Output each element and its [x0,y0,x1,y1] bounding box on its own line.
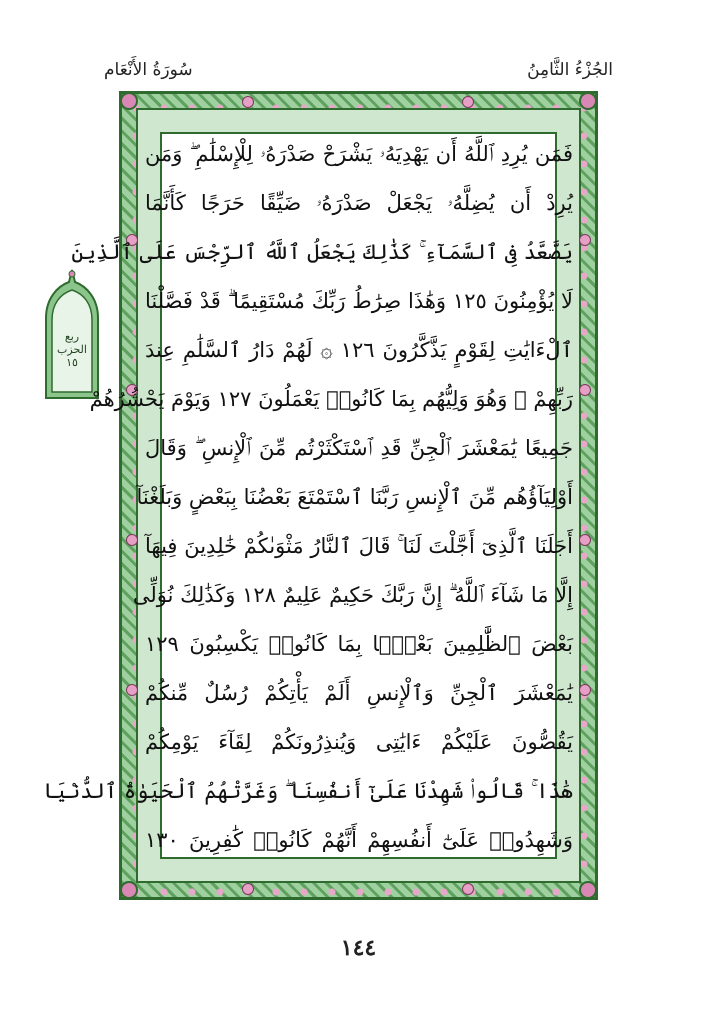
surah-name-header: سُورَةُ الأَنْعَام [104,60,193,80]
text-line: جَمِيعًا يَٰمَعْشَرَ ٱلْجِنِّ قَدِ ٱسْتَكْثَرْتُم مِّنَ ٱلْإِنسِ ۖ وَقَالَ [145,436,573,460]
flower-icon [242,96,254,108]
corner-flower-icon [579,92,597,110]
flower-icon [579,534,591,546]
text-line: أَجَلَنَا ٱلَّذِىٓ أَجَّلْتَ لَنَا ۚ قَالَ ٱلنَّارُ مَثْوَىٰكُمْ خَٰلِدِينَ فِيهَآ [145,534,573,558]
text-line: إِلَّا مَا شَآءَ ٱللَّهُ ۗ إِنَّ رَبَّكَ حَكِيمٌ عَلِيمٌ ١٢٨ وَكَذَٰلِكَ نُوَلِّى [132,583,573,607]
text-line: أَوْلِيَآؤُهُم مِّنَ ٱلْإِنسِ رَبَّنَا ٱسْتَمْتَعَ بَعْضُنَا بِبَعْضٍ وَبَلَغْنَآ [136,485,573,509]
text-line: رَبِّهِمْ ۖ وَهُوَ وَلِيُّهُم بِمَا كَانُوا۟ يَعْمَلُونَ ١٢٧ وَيَوْمَ يَحْشُرُهُمْ [89,387,573,411]
flower-icon [126,684,138,696]
flower-icon [579,384,591,396]
flower-icon [579,234,591,246]
text-line: لَا يُؤْمِنُونَ ١٢٥ وَهَٰذَا صِرَٰطُ رَبِّكَ مُسْتَقِيمًا ۗ قَدْ فَصَّلْنَا [145,289,573,313]
text-line: وَشَهِدُوا۟ عَلَىٰٓ أَنفُسِهِمْ أَنَّهُمْ كَانُوا۟ كَٰفِرِينَ ١٣٠ [145,828,573,852]
text-line: ٱلْءَايَٰتِ لِقَوْمٍ يَذَّكَّرُونَ ١٢٦ ۞ لَهُمْ دَارُ ٱلسَّلَٰمِ عِندَ [145,338,573,362]
text-line: هَٰذَا ۚ قَالُوا۟ شَهِدْنَا عَلَىٰٓ أَنفُسِنَا ۖ وَغَرَّتْهُمُ ٱلْحَيَوٰةُ ٱلدُّنْيَا [43,779,573,803]
flower-icon [462,883,474,895]
juz-name-header: الجُزْءُ الثَّامِنُ [527,60,613,80]
text-line: يَصَّعَّدُ فِى ٱلسَّمَآءِ ۚ كَذَٰلِكَ يَجْعَلُ ٱللَّهُ ٱلرِّجْسَ عَلَى ٱلَّذِينَ [71,240,573,264]
flower-icon [579,684,591,696]
flower-icon [126,534,138,546]
text-line: يَٰمَعْشَرَ ٱلْجِنِّ وَٱلْإِنسِ أَلَمْ يَأْتِكُمْ رُسُلٌ مِّنكُمْ [145,681,573,705]
text-line: يُرِدْ أَن يُضِلَّهُۥ يَجْعَلْ صَدْرَهُۥ ضَيِّقًا حَرَجًا كَأَنَّمَا [145,191,573,215]
hizb-line-2: الحزب [57,343,87,356]
page-number: ١٤٤ [340,935,377,961]
text-line: فَمَن يُرِدِ ٱللَّهُ أَن يَهْدِيَهُۥ يَشْرَحْ صَدْرَهُۥ لِلْإِسْلَٰمِ ۖ وَمَن [145,142,573,166]
text-line: بَعْضَ ٱلظَّٰلِمِينَ بَعْضًۢا بِمَا كَانُوا۟ يَكْسِبُونَ ١٢٩ [145,632,573,656]
flower-icon [242,883,254,895]
hizb-line-3: ١٥ [66,356,78,369]
corner-flower-icon [120,881,138,899]
flower-icon [462,96,474,108]
hizb-line-1: ربع [64,330,80,343]
hizb-label [42,330,102,369]
corner-flower-icon [579,881,597,899]
text-line: يَقُصُّونَ عَلَيْكُمْ ءَايَٰتِى وَيُنذِرُونَكُمْ لِقَآءَ يَوْمِكُمْ [145,730,573,754]
corner-flower-icon [120,92,138,110]
